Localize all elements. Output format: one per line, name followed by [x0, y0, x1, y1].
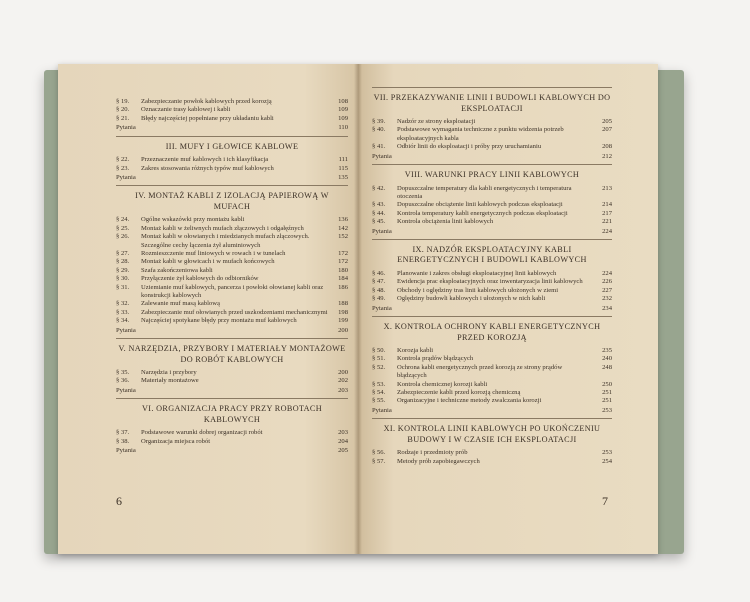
- toc-entry: [372, 143, 612, 151]
- entry-section-number: § 43.: [372, 201, 386, 209]
- entry-title: Rozmieszczenie muf liniowych w rowach i w tunelach: [141, 249, 286, 257]
- entry-page-number: 188: [338, 300, 348, 308]
- entry-title: Kontrola chemicznej korozji kabli: [397, 380, 488, 388]
- toc-entry: [116, 309, 348, 317]
- entry-title: Uziemianie muf kablowych, pancerza i powłoki ołowianej kabli oraz konstrukcji kablowych: [141, 283, 324, 299]
- toc-entry: [372, 287, 612, 295]
- entry-page-number: 251: [602, 397, 612, 405]
- entry-page-number: 214: [602, 201, 612, 209]
- entry-title: Montaż kabli w głowicach i w mufach końcowych: [141, 258, 275, 266]
- entry-page-number: 250: [602, 380, 612, 388]
- entry-title: Szafa zakończeniowa kabli: [141, 266, 213, 274]
- entry-title: Zabezpieczanie powłok kablowych przed korozją: [141, 98, 272, 105]
- entry-page-number: 142: [338, 224, 348, 232]
- entry-section-number: § 40.: [372, 126, 386, 134]
- entry-section-number: § 37.: [116, 429, 130, 437]
- toc-entry: [372, 458, 612, 466]
- entry-title: Montaż kabli w żeliwnych mufach złączowych i odgałęźnych: [141, 224, 304, 232]
- entry-title: Podstawowe warunki dobrej organizacji robót: [141, 429, 263, 437]
- questions-page-number: 205: [338, 447, 348, 455]
- questions-page-number: 253: [602, 406, 612, 414]
- entry-section-number: § 47.: [372, 278, 386, 286]
- questions-entry: [116, 387, 348, 395]
- left-page-contents: [58, 64, 358, 554]
- entry-page-number: 204: [338, 437, 348, 445]
- entry-section-number: § 23.: [116, 164, 130, 172]
- entry-section-number: § 19.: [116, 98, 130, 105]
- toc-entry: [116, 267, 348, 275]
- entry-page-number: 202: [338, 377, 348, 385]
- entry-section-number: § 42.: [372, 184, 386, 192]
- entry-page-number: 203: [338, 429, 348, 437]
- questions-label: Pytania: [372, 152, 392, 160]
- entry-page-number: 227: [602, 286, 612, 294]
- section-heading: IX. NADZÓR EKSPLOATACYJNY KABLI ENERGETYCZNYCH I BUDOWLI KABLOWYCH: [397, 244, 587, 265]
- entry-section-number: § 57.: [372, 457, 386, 465]
- entry-section-number: § 26.: [116, 233, 130, 241]
- entry-page-number: 200: [338, 369, 348, 377]
- page-number-right: 7: [602, 494, 608, 508]
- toc-entry: [116, 216, 348, 224]
- entry-section-number: § 32.: [116, 300, 130, 308]
- entry-title: Montaż kabli w ołowianych i miedzianych mufach złączowych. Szczególne cechy łączenia żył aluminiowych: [141, 233, 310, 249]
- toc-entry: [372, 270, 612, 278]
- entry-section-number: § 51.: [372, 355, 386, 363]
- entry-page-number: 213: [602, 184, 612, 192]
- questions-entry: [372, 153, 612, 161]
- toc-entry: [116, 156, 348, 164]
- section-heading: IV. MONTAŻ KABLI Z IZOLACJĄ PAPIEROWĄ W MUFACH: [135, 191, 329, 211]
- entry-page-number: 111: [338, 156, 348, 164]
- section-divider: [372, 316, 612, 317]
- entry-section-number: § 54.: [372, 389, 386, 397]
- toc-entry: [372, 218, 612, 226]
- toc-entry: [372, 278, 612, 286]
- entry-page-number: 108: [338, 98, 348, 105]
- questions-label: Pytania: [116, 447, 136, 455]
- open-book: [58, 64, 658, 554]
- toc-entry: [116, 275, 348, 283]
- entry-page-number: 217: [602, 209, 612, 217]
- entry-page-number: 109: [338, 114, 348, 122]
- toc-entry: [372, 355, 612, 363]
- toc-entry: [116, 284, 348, 301]
- entry-title: Zabezpieczanie muf ołowianych przed uszkodzeniami mechanicznymi: [141, 308, 328, 316]
- entry-page-number: 232: [602, 295, 612, 303]
- right-page-contents: [358, 64, 658, 554]
- questions-label: Pytania: [372, 304, 392, 312]
- section-divider: [372, 239, 612, 240]
- toc-entry: [372, 185, 612, 202]
- entry-page-number: 109: [338, 106, 348, 114]
- questions-page-number: 212: [602, 152, 612, 160]
- entry-page-number: 172: [338, 249, 348, 257]
- entry-title: Rodzaje i przedmioty prób: [397, 449, 468, 457]
- questions-page-number: 224: [602, 227, 612, 235]
- entry-title: Podstawowe wymagania techniczne z punktu widzenia potrzeb eksploatacyjnych kabla: [397, 126, 564, 142]
- questions-page-number: 200: [338, 326, 348, 334]
- page-number-left: 6: [116, 494, 122, 508]
- entry-title: Zabezpieczenie kabli przed korozją chemiczną: [397, 389, 521, 397]
- entry-section-number: § 34.: [116, 317, 130, 325]
- toc-entry: [372, 126, 612, 143]
- questions-entry: [116, 174, 348, 182]
- toc-entry: [372, 381, 612, 389]
- section-divider: [372, 164, 612, 165]
- toc-entry: [372, 449, 612, 457]
- section-heading: X. KONTROLA OCHRONY KABLI ENERGETYCZNYCH PRZED KOROZJĄ: [383, 322, 601, 342]
- entry-page-number: 221: [602, 218, 612, 226]
- questions-entry: [372, 305, 612, 313]
- toc-entry: [116, 369, 348, 377]
- left-page: [58, 64, 358, 554]
- section-divider: [116, 136, 348, 137]
- entry-title: Dopuszczalne obciążenie linii kablowych podczas eksploatacji: [397, 201, 563, 209]
- entry-page-number: 180: [338, 266, 348, 274]
- entry-section-number: § 20.: [116, 106, 130, 114]
- entry-section-number: § 35.: [116, 369, 130, 377]
- entry-title: Odbiór linii do eksploatacji i próby przy uruchamianiu: [397, 143, 542, 151]
- entry-page-number: 226: [602, 278, 612, 286]
- toc-entry: [116, 429, 348, 437]
- entry-title: Metody prób zapobiegawczych: [397, 457, 480, 465]
- entry-section-number: § 27.: [116, 249, 130, 257]
- toc-entry: [116, 377, 348, 385]
- toc-entry: [372, 118, 612, 126]
- entry-title: Narzędzia i przybory: [141, 369, 197, 377]
- toc-entry: [116, 258, 348, 266]
- entry-page-number: 254: [602, 457, 612, 465]
- entry-title: Organizacja miejsca robót: [141, 437, 211, 445]
- entry-title: Kontrola temperatury kabli energetycznych podczas eksploatacji: [397, 209, 568, 217]
- toc-entry: [116, 300, 348, 308]
- section-heading: VI. ORGANIZACJA PRACY PRZY ROBOTACH KABLOWYCH: [142, 404, 322, 424]
- entry-section-number: § 21.: [116, 114, 130, 122]
- entry-page-number: 208: [602, 143, 612, 151]
- entry-page-number: 248: [602, 363, 612, 371]
- questions-entry: [116, 327, 348, 335]
- entry-section-number: § 22.: [116, 156, 130, 164]
- right-page: [358, 64, 658, 554]
- entry-title: Zalewanie muf masą kablową: [141, 300, 220, 308]
- questions-label: Pytania: [116, 173, 136, 181]
- questions-label: Pytania: [372, 227, 392, 235]
- entry-page-number: 205: [602, 118, 612, 125]
- entry-title: Planowanie i zakres obsługi eksploatacyjnej linii kablowych: [397, 269, 557, 277]
- toc-entry: [116, 250, 348, 258]
- entry-section-number: § 29.: [116, 266, 130, 274]
- section-heading: VIII. WARUNKI PRACY LINII KABLOWYCH: [404, 170, 580, 180]
- section-heading: III. MUFY I GŁOWICE KABLOWE: [165, 141, 299, 151]
- entry-section-number: § 46.: [372, 269, 386, 277]
- entry-page-number: 152: [338, 233, 348, 241]
- entry-page-number: 184: [338, 275, 348, 283]
- book-gutter: [354, 64, 362, 554]
- entry-title: Ewidencja prac eksploatacyjnych oraz inwentaryzacja linii kablowych: [397, 278, 583, 286]
- entry-title: Organizacyjne i techniczne metody zwalczania korozji: [397, 397, 542, 405]
- questions-entry: [116, 447, 348, 455]
- entry-title: Błędy najczęściej popełniane przy układaniu kabli: [141, 114, 274, 122]
- questions-page-number: 135: [338, 173, 348, 181]
- entry-section-number: § 48.: [372, 286, 386, 294]
- section-heading: VII. PRZEKAZYWANIE LINII I BUDOWLI KABLOWYCH DO EKSPLOATACJI: [373, 93, 611, 113]
- entry-section-number: § 49.: [372, 295, 386, 303]
- entry-section-number: § 56.: [372, 449, 386, 457]
- questions-page-number: 110: [338, 124, 348, 132]
- toc-entry: [116, 317, 348, 325]
- entry-title: Oględziny budowli kablowych i ułożonych w nich kabli: [397, 295, 546, 303]
- entry-title: Przyłączenie żył kablowych do odbiorników: [141, 275, 259, 283]
- toc-entry: [372, 397, 612, 405]
- entry-page-number: 251: [602, 389, 612, 397]
- toc-entry: [116, 233, 348, 250]
- section-divider: [372, 87, 612, 88]
- entry-title: Ochrona kabli energetycznych przed korozją ze strony prądów błądzących: [397, 363, 563, 380]
- section-divider: [116, 185, 348, 186]
- toc-entry: [372, 210, 612, 218]
- entry-page-number: 235: [602, 347, 612, 354]
- entry-title: Obchody i oględziny tras linii kablowych ułożonych w ziemi: [397, 286, 559, 294]
- entry-section-number: § 41.: [372, 143, 386, 151]
- toc-entry: [116, 115, 348, 123]
- section-heading: XI. KONTROLA LINII KABLOWYCH PO UKOŃCZENIU BUDOWY I W CZASIE ICH EKSPLOATACJI: [383, 424, 601, 444]
- entry-section-number: § 53.: [372, 380, 386, 388]
- toc-entry: [372, 347, 612, 355]
- toc-entry: [372, 295, 612, 303]
- toc-entry: [372, 201, 612, 209]
- toc-entry: [116, 438, 348, 446]
- entry-section-number: § 45.: [372, 218, 386, 226]
- entry-section-number: § 36.: [116, 377, 130, 385]
- questions-entry: [372, 407, 612, 415]
- entry-page-number: 136: [338, 216, 348, 224]
- entry-section-number: § 38.: [116, 437, 130, 445]
- entry-title: Przeznaczenie muf kablowych i ich klasyfikacja: [141, 156, 269, 164]
- questions-page-number: 234: [602, 304, 612, 312]
- section-heading: V. NARZĘDZIA, PRZYBORY I MATERIAŁY MONTAŻOWE DO ROBÓT KABLOWYCH: [118, 344, 346, 364]
- entry-page-number: 115: [338, 164, 348, 172]
- questions-entry: [116, 124, 348, 132]
- entry-title: Kontrola prądów błądzących: [397, 355, 474, 363]
- toc-entry: [116, 165, 348, 173]
- entry-title: Ogólne wskazówki przy montażu kabli: [141, 216, 245, 224]
- toc-entry: [116, 106, 348, 114]
- entry-page-number: 224: [602, 269, 612, 277]
- entry-title: Dopuszczalne temperatury dla kabli energetycznych i temperatura otoczenia: [397, 184, 572, 200]
- entry-title: Nadzór ze strony eksploatacji: [397, 118, 476, 125]
- entry-section-number: § 31.: [116, 283, 130, 291]
- toc-entry: [372, 389, 612, 397]
- entry-section-number: § 39.: [372, 118, 386, 125]
- entry-section-number: § 44.: [372, 209, 386, 217]
- questions-entry: [372, 228, 612, 236]
- toc-entry: [372, 364, 612, 381]
- entry-title: Kontrola obciążenia linii kablowych: [397, 218, 494, 226]
- entry-section-number: § 52.: [372, 363, 386, 371]
- entry-page-number: 207: [602, 126, 612, 134]
- entry-page-number: 240: [602, 355, 612, 363]
- questions-page-number: 203: [338, 386, 348, 394]
- entry-section-number: § 50.: [372, 347, 386, 354]
- questions-label: Pytania: [116, 386, 136, 394]
- entry-title: Korozja kabli: [397, 347, 434, 354]
- toc-entry: [116, 225, 348, 233]
- entry-page-number: 172: [338, 258, 348, 266]
- section-divider: [116, 338, 348, 339]
- entry-page-number: 186: [338, 283, 348, 291]
- entry-section-number: § 25.: [116, 224, 130, 232]
- entry-title: Oznaczanie trasy kablowej i kabli: [141, 106, 231, 114]
- section-divider: [372, 418, 612, 419]
- questions-label: Pytania: [116, 124, 136, 132]
- entry-title: Najczęściej spotykane błędy przy montażu muf kablowych: [141, 317, 297, 325]
- toc-entry: [116, 98, 348, 106]
- entry-section-number: § 33.: [116, 308, 130, 316]
- questions-label: Pytania: [372, 406, 392, 414]
- entry-page-number: 253: [602, 449, 612, 457]
- entry-title: Materiały montażowe: [141, 377, 199, 385]
- section-divider: [116, 398, 348, 399]
- entry-section-number: § 24.: [116, 216, 130, 224]
- questions-label: Pytania: [116, 326, 136, 334]
- entry-title: Zakres stosowania różnych typów muf kablowych: [141, 164, 274, 172]
- entry-section-number: § 30.: [116, 275, 130, 283]
- entry-section-number: § 55.: [372, 397, 386, 405]
- entry-page-number: 199: [338, 317, 348, 325]
- entry-page-number: 198: [338, 308, 348, 316]
- entry-section-number: § 28.: [116, 258, 130, 266]
